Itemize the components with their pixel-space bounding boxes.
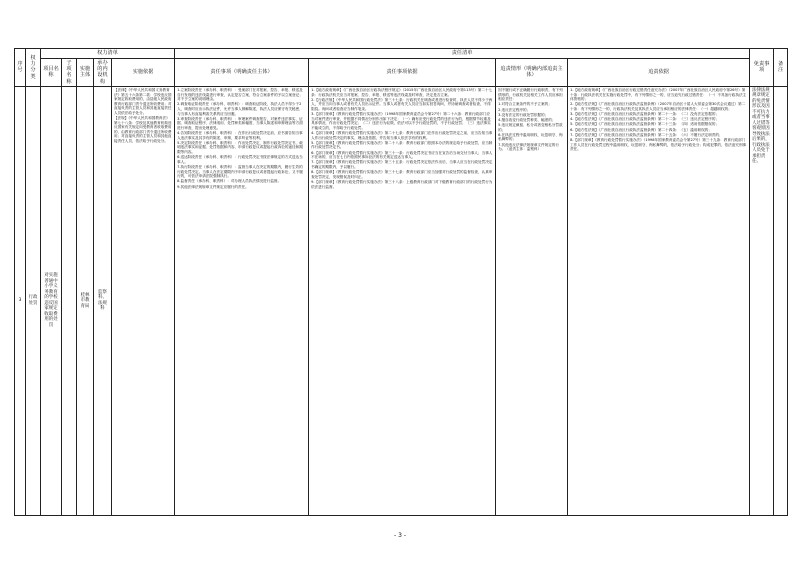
cell-paragraph: 8.【部门规章】《教育行政处罚暂行实施办法》第三十七条：教育行政部门应当加强对行政处罚的监督检查，认真审查处罚决定，发现错误及时纠正。 (311, 170, 493, 179)
row-internal-dept: 监察科、法规科 (94, 86, 112, 515)
row-resp-items (175, 86, 309, 515)
cell-paragraph: 6.在执法过程中滥用职权、玩忽职守、徇私舞弊的； (498, 132, 563, 142)
header-implementation-basis: 实施依据 (112, 59, 175, 87)
cell-paragraph: 7.执行阶段责任（承办科、职责科）：监督当事人在决定的期限内，履行生效的行政处罚决定。当事人在法定期限内不申请行政复议或者提起行政诉讼，又不履行的，可依法申请法院强制执行。 (177, 165, 303, 179)
cell-paragraph: 5.决定阶段责任（承办科、职责科）：作出处罚决定，制作行政处罚决定书，载明违法事实和证据、处罚依据和内容、申请行政复议或提起行政诉讼的途径和期限等内容。 (177, 140, 303, 155)
cell-paragraph: 1.【地方政府规章】《广西壮族自治区行政执法程序规定》（2015年广西壮族自治区人民政府令第113号）第二十七条：行政执法机关应当对报案、控告、举报、移送等违法线索及时审查，决定是否立案。 (311, 87, 493, 97)
power-responsibility-table-page (14, 48, 787, 516)
cell-paragraph: 3.审查阶段责任（承办科、职责科）：审理案件调查报告，对案件违法事实、证据、调查取证程序、法律适用、处罚种类和幅度、当事人陈述和申辩理由等方面进行审查，提出处理意见。 (177, 116, 303, 130)
cell-paragraph: 3.【地方性法规】《广西壮族自治区行政执法监督条例》第二十一条：（二）没有法定依据的； (570, 112, 720, 117)
cell-paragraph: 1.【地方政府规章】《广西壮族自治区行政过错责任追究办法》（2007年广西壮族自治区人民政府令第26号）第十条：行政执法机关在实施行政处罚中，有下列情形之一的，应当追究行政过错责任：（一）不具备行政执法主体资格的； (570, 87, 747, 102)
cell-paragraph: 7.【地方性法规】《广西壮族自治区行政执法监督条例》第二十五条：（六）不履行法定职责的； (570, 132, 723, 137)
row-implementation-basis (112, 86, 175, 515)
cell-paragraph: 1.对符合立案条件的不予立案的； (498, 102, 552, 107)
row-sub-item (62, 86, 77, 515)
header-resp-items: 责任事项（明确责任主体） (175, 59, 309, 87)
cell-paragraph: 2.调查取证阶段责任（承办科、职责科）：调查取证阶段，执法人员不得少于2人，调查时应出示执法证件，允许当事人辩解陈述，执法人员应保守有关秘密，与当事人有直接利害关系的应当回避。 (177, 102, 303, 116)
cell-paragraph: 8.监督责任（承办科、职责科）：对办理人员执法情况进行监督。 (177, 179, 282, 184)
cell-paragraph: 9.其他法律法规规章文件规定应履行的责任。 (177, 184, 249, 189)
header-accountability-basis: 追责依据 (568, 59, 750, 87)
table-row (15, 86, 788, 515)
header-internal-dept: 承办的内设机构 (94, 59, 112, 87)
cell-paragraph: 2.违反法定程序的； (498, 107, 531, 112)
cell-paragraph: 1.立案阶段责任（承办科、职责科）：受案部门在对报案、控告、举报、移送及自行发现的违法线索进行审查，认定是否立案，符合立案条件的予以立案登记；对不予立案的说明理由。 (177, 87, 303, 102)
cell-paragraph: 3.没有法定的行政处罚依据的； (498, 112, 549, 117)
row-seq: 3 (15, 86, 26, 515)
header-resp-list-group: 责任清单 (175, 49, 750, 59)
cell-paragraph: 【法规】《中华人民共和国教育法》第七十八条：学校及其他教育机构违反国家有关规定向受教育者收取费用的，由教育行政部门责令退还所收费用；对直接负责的主管人员和其他直接责任人员，依法给予行政处分。 (114, 116, 172, 144)
header-accountability: 追责情形（明确内部追责主体） (496, 59, 568, 87)
cell-paragraph: 【法律】《中华人民共和国义务教育法》第五十六条第二款：学校违反国家规定收取费用的，由县级人民政府教育行政部门责令退还所收费用；对直接负责的主管人员和其他直接责任人员依法给予处分。 (114, 87, 172, 115)
cell-paragraph: 7.其他违反法律法规规章文件规定的行为。（追责主体：监察科） (498, 142, 559, 152)
cell-paragraph: 6.【地方性法规】《广西壮族自治区行政执法监督条例》第二十四条：（五）滥用职权的； (570, 127, 712, 132)
row-item-name: 对实施普通中小学义务教育的学校违反国家规定收取费用的处罚 (41, 86, 62, 515)
row-resp-basis (309, 86, 496, 515)
row-remarks (774, 86, 788, 515)
header-remarks: 备注 (774, 49, 788, 87)
header-power-category: 权力分类 (26, 49, 41, 87)
header-resp-basis: 责任事项依据 (309, 59, 496, 87)
cell-paragraph: 7.【部门规章】《教育行政处罚暂行实施办法》第三十五条：行政处罚决定依法作出后，当事人应当在行政处罚决定书确定的期限内，予以履行。 (311, 160, 493, 169)
header-seq: 序号 (15, 49, 26, 87)
header-item-name: 项目名称 (41, 59, 62, 87)
cell-paragraph: 2.【行政法规】《中华人民共和国行政处罚法》第三十七条：行政机关在调查或者进行检查时，执法人员不得少于两人，并应当向当事人或者有关人员出示证件。当事人或者有关人员应当如实回答询问，并协助调查或者检查，不得阻挠。询问或者检查应当制作笔录。 (311, 97, 493, 111)
cell-paragraph: 5.【地方性法规】《广西壮族自治区行政执法监督条例》第二十三条：（四）适用依据错误的； (570, 122, 720, 127)
cell-paragraph: 因不履行或不正确履行行政职责，有下列情形的，行政机关及相关工作人员应承担相应责任： (498, 87, 563, 102)
page-number: - 3 - (394, 532, 406, 539)
cell-paragraph: 8.【部门规章】《教育行政处罚暂行实施办法》（1998年国家教育委员会令第27号）第三十九条：教育行政部门工作人员在行政处罚过程中滥用职权、玩忽职守、徇私舞弊的，依法给予行政处分；构成犯罪的，依法追究刑事责任。 (570, 138, 747, 152)
cell-paragraph: 4.【部门规章】《教育行政处罚暂行实施办法》第二十七条：教育行政部门在作出行政处罚决定之前，应当告知当事人作出行政处罚决定的事实、理由及依据，并告知当事人依法享有的权利。 (311, 131, 493, 140)
header-power-list-group: 权力清单 (41, 49, 175, 59)
header-exemption: 免责事项 (750, 49, 774, 87)
cell-paragraph: 6.送达阶段责任（承办科、职责科）：行政处罚决定书按法律规定的方式送达当事人。 (177, 155, 303, 164)
cell-paragraph: 6.【部门规章】《教育行政处罚暂行实施办法》第三十一条：行政处罚决定书应当在宣告后当场交付当事人；当事人不在场的，应当在七日内依照民事诉讼法的有关规定送达当事人。 (311, 150, 493, 160)
cell-paragraph: 2.【地方性法规】《广西壮族自治区行政执法监督条例》（2007年自治区十届人大常委会第30次会议通过）第二十条：有下列情形之一的，行政执法机关及其执法人员应当承担相应的法律责任：（一）超越职权的； (570, 102, 746, 111)
row-exemption: 法律法规规章规定的免责情形以及因不可抗力或者当事人过错等客观原因导致执法后果的，行政执法人员免于承担责任。 (750, 86, 774, 515)
cell-paragraph: 4.擅自改变行政处罚种类、幅度的； (498, 117, 556, 122)
cell-paragraph: 4.【地方性法规】《广西壮族自治区行政执法监督条例》第二十二条：（三）违反法定程序的； (570, 117, 720, 122)
row-accountability-basis (568, 86, 750, 515)
cell-paragraph: 5.违反规定截留、私分或者变相私分罚款的； (498, 123, 563, 132)
power-responsibility-table (14, 48, 788, 516)
row-category: 行政处罚 (26, 86, 41, 515)
header-sub-item-name: 子项名称 (62, 59, 77, 87)
row-accountability (496, 86, 568, 515)
row-implementer: 桂林市教育局 (77, 86, 94, 515)
cell-paragraph: 3.【部门规章】《教育行政处罚暂行实施办法》（1998年国家教育委员会令第27号）第二十六条：教育行政部门应当对案件进行审查，并根据不同情况分别作出如下决定：（一）确有应受行政处罚的违法行为的，根据情节轻重及具体情况，作出行政处罚决定；（二）违法行为轻微，依法可以不予行政处罚的，不予行政处罚；（三）违法事实不能成立的，不得给予行政处罚。 (311, 112, 491, 130)
header-implementer: 实施主体 (77, 59, 94, 87)
cell-paragraph: 9.【部门规章】《教育行政处罚暂行实施办法》第三十八条：上级教育行政部门对下级教育行政部门的行政处罚行为依法进行监督。 (311, 179, 493, 189)
cell-paragraph: 5.【部门规章】《教育行政处罚暂行实施办法》第二十八条：教育行政部门依照本办法的规定给予行政处罚，应当制作行政处罚决定书。 (311, 140, 493, 150)
cell-paragraph: 4.告知阶段责任（承办科、职责科）：在作出行政处罚决定前，应书面告知当事人违法事实及其享有的陈述、申辩、要求听证等权利。 (177, 131, 303, 140)
